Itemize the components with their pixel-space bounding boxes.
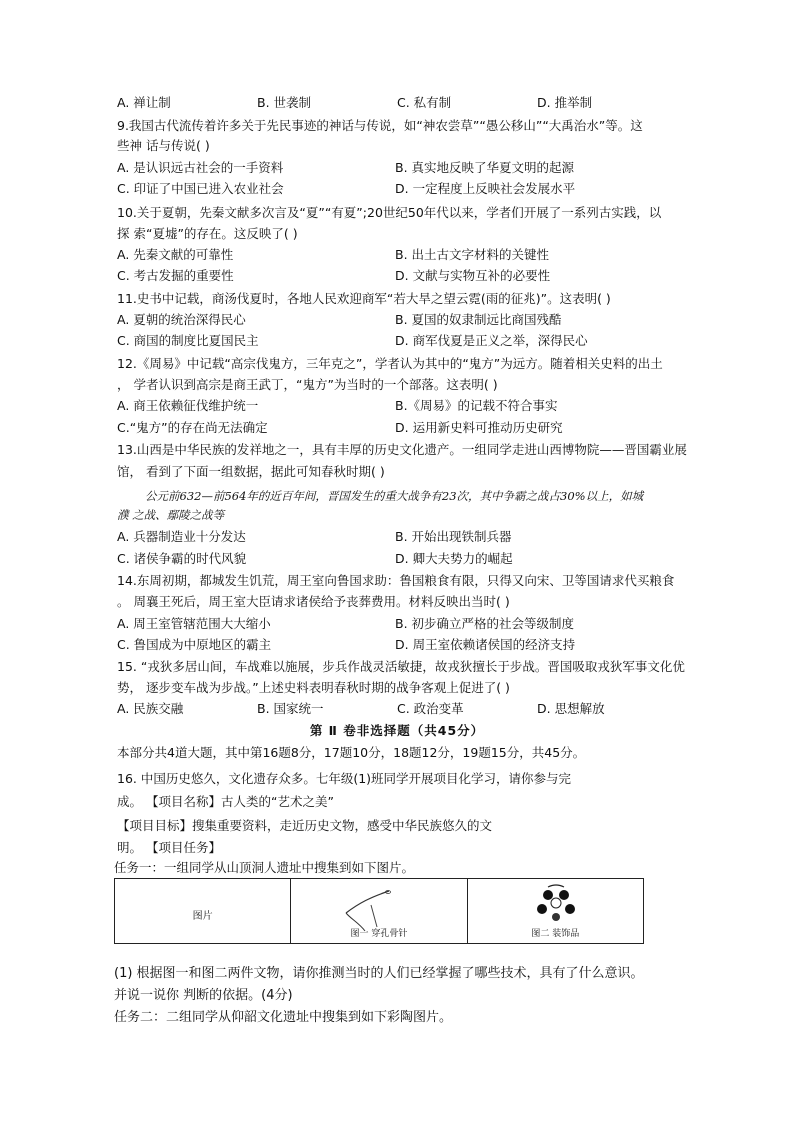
q16-subquestion-one: (1) 根据图一和图二两件文物，请你推测当时的人们已经掌握了哪些技术，具有了什么意识。 bbox=[114, 966, 644, 981]
q12-option-a: A. 商王依赖征伐维护统一 bbox=[117, 398, 259, 413]
q16-project-name: 成。 【项目名称】古人类的“艺术之美” bbox=[117, 794, 334, 809]
q14-stem: 14.东周初期，都城发生饥荒，周王室向鲁国求助：鲁国粮食有限，只得又向宋、卫等国请求代买粮食 bbox=[117, 573, 675, 588]
q15-option-c: C. 政治变革 bbox=[397, 701, 464, 716]
q12-stem-cont: ， 学者认识到高宗是商王武丁，“鬼方”为当时的一个部落。这表明( ) bbox=[117, 377, 498, 392]
figure-label-cell bbox=[115, 879, 291, 943]
q13-material-quote: 公元前632—前564年的近百年间，晋国发生的重大战争有23次，其中争霸之战占30%以上，如城 bbox=[145, 489, 644, 503]
q14-option-c: C. 鲁国成为中原地区的霸主 bbox=[117, 637, 272, 652]
q16-subquestion-one-cont: 并说一说你 判断的依据。(4分) bbox=[114, 988, 293, 1003]
q11-option-d: D. 商军伐夏是正义之举，深得民心 bbox=[395, 333, 588, 348]
q12-stem: 12.《周易》中记载“高宗伐鬼方，三年克之”，学者认为其中的“鬼方”为远方。随着相关史料的出土 bbox=[117, 356, 663, 371]
q9-option-c: C. 印证了中国已进入农业社会 bbox=[117, 181, 284, 196]
q12-option-b: B.《周易》的记载不符合事实 bbox=[395, 398, 558, 413]
q9-option-b: B. 真实地反映了华夏文明的起源 bbox=[395, 160, 575, 175]
q14-option-d: D. 周王室依赖诸侯国的经济支持 bbox=[395, 637, 576, 652]
q11-option-b: B. 夏国的奴隶制远比商国残酷 bbox=[395, 312, 562, 327]
q15-stem-cont: 势， 逐步变车战为步战。”上述史料表明春秋时期的战争客观上促进了( ) bbox=[117, 680, 510, 695]
q12-option-c: C.“鬼方”的存在尚无法确定 bbox=[117, 420, 268, 435]
q10-stem: 10.关于夏朝，先秦文献多次言及“夏”“有夏”;20世纪50年代以来，学者们开展了一系列古实践，以 bbox=[117, 205, 662, 220]
q13-stem-cont: 馆， 看到了下面一组数据，据此可知春秋时期( ) bbox=[117, 464, 385, 479]
q11-option-a: A. 夏朝的统治深得民心 bbox=[117, 312, 246, 327]
q9-option-a: A. 是认识远古社会的一手资料 bbox=[117, 160, 284, 175]
figure-label: 图片 bbox=[192, 911, 213, 922]
q10-stem-cont: 探 索“夏墟”的存在。这反映了( ) bbox=[117, 226, 298, 241]
q13-option-a: A. 兵器制造业十分发达 bbox=[117, 529, 246, 544]
q10-option-c: C. 考古发掘的重要性 bbox=[117, 268, 234, 283]
q11-option-c: C. 商国的制度比夏国民主 bbox=[117, 333, 259, 348]
q15-option-d: D. 思想解放 bbox=[537, 701, 605, 716]
q8-option-c: C. 私有制 bbox=[397, 95, 452, 110]
figure-two-cell bbox=[468, 879, 643, 943]
q12-option-d: D. 运用新史料可推动历史研究 bbox=[395, 420, 563, 435]
q10-option-b: B. 出土古文字材料的关键性 bbox=[395, 247, 550, 262]
q13-option-d: D. 卿大夫势力的崛起 bbox=[395, 551, 513, 566]
q10-option-a: A. 先秦文献的可靠性 bbox=[117, 247, 234, 262]
q9-stem-cont: 些神 话与传说( ) bbox=[117, 138, 210, 153]
figure-two-caption: 图二 装饰品 bbox=[531, 929, 580, 939]
q13-option-c: C. 诸侯争霸的时代风貌 bbox=[117, 551, 247, 566]
q15-stem: 15. “戎狄多居山间，车战难以施展，步兵作战灵活敏捷，故戎狄擅长于步战。晋国吸取戎狄军事文化优 bbox=[117, 659, 685, 674]
q14-option-b: B. 初步确立严格的社会等级制度 bbox=[395, 616, 575, 631]
q8-option-a: A. 禅让制 bbox=[117, 95, 171, 110]
q8-option-b: B. 世袭制 bbox=[257, 95, 312, 110]
q15-option-a: A. 民族交融 bbox=[117, 701, 184, 716]
artifact-figure-table bbox=[114, 878, 644, 944]
q16-task-two: 任务二：二组同学从仰韶文化遗址中搜集到如下彩陶图片。 bbox=[114, 1010, 453, 1025]
q11-stem: 11.史书中记载，商汤伐夏时，各地人民欢迎商军“若大旱之望云霓(雨的征兆)”。这表明( ) bbox=[117, 291, 611, 306]
section-two-title: 第 Ⅱ 卷非选择题（共45分） bbox=[309, 723, 485, 738]
q16-stem: 16. 中国历史悠久，文化遗存众多。七年级(1)班同学开展项目化学习，请你参与完 bbox=[117, 771, 572, 786]
q14-option-a: A. 周王室管辖范围大大缩小 bbox=[117, 616, 271, 631]
section-two-description: 本部分共4道大题，其中第16题8分，17题10分，18题12分，19题15分，共45分。 bbox=[117, 745, 586, 760]
q13-option-b: B. 开始出现铁制兵器 bbox=[395, 529, 512, 544]
q8-option-d: D. 推举制 bbox=[537, 95, 593, 110]
q13-stem: 13.山西是中华民族的发祥地之一，具有丰厚的历史文化遗产。一组同学走进山西博物院——晋国霸业展 bbox=[117, 442, 687, 457]
q16-project-tasks: 明。 【项目任务】 bbox=[117, 840, 221, 855]
q9-option-d: D. 一定程度上反映社会发展水平 bbox=[395, 181, 576, 196]
q16-task-one: 任务一：一组同学从山顶洞人遗址中搜集到如下图片。 bbox=[114, 860, 415, 875]
q15-option-b: B. 国家统一 bbox=[257, 701, 324, 716]
q10-option-d: D. 文献与实物互补的必要性 bbox=[395, 268, 551, 283]
q9-stem: 9.我国古代流传着许多关于先民事迹的神话与传说，如“神农尝草”“愚公移山”“大禹治水”等。这 bbox=[117, 118, 643, 133]
figure-one-caption: 图一 穿孔骨针 bbox=[350, 929, 408, 939]
q13-material-quote-cont: 濮 之战、鄢陵之战等 bbox=[117, 508, 225, 522]
figure-one-cell bbox=[291, 879, 467, 943]
q16-project-goal: 【项目目标】搜集重要资料，走近历史文物，感受中华民族悠久的文 bbox=[117, 818, 493, 833]
q14-stem-cont: 。 周襄王死后，周王室大臣请求诸侯给予丧葬费用。材料反映出当时( ) bbox=[117, 594, 510, 609]
